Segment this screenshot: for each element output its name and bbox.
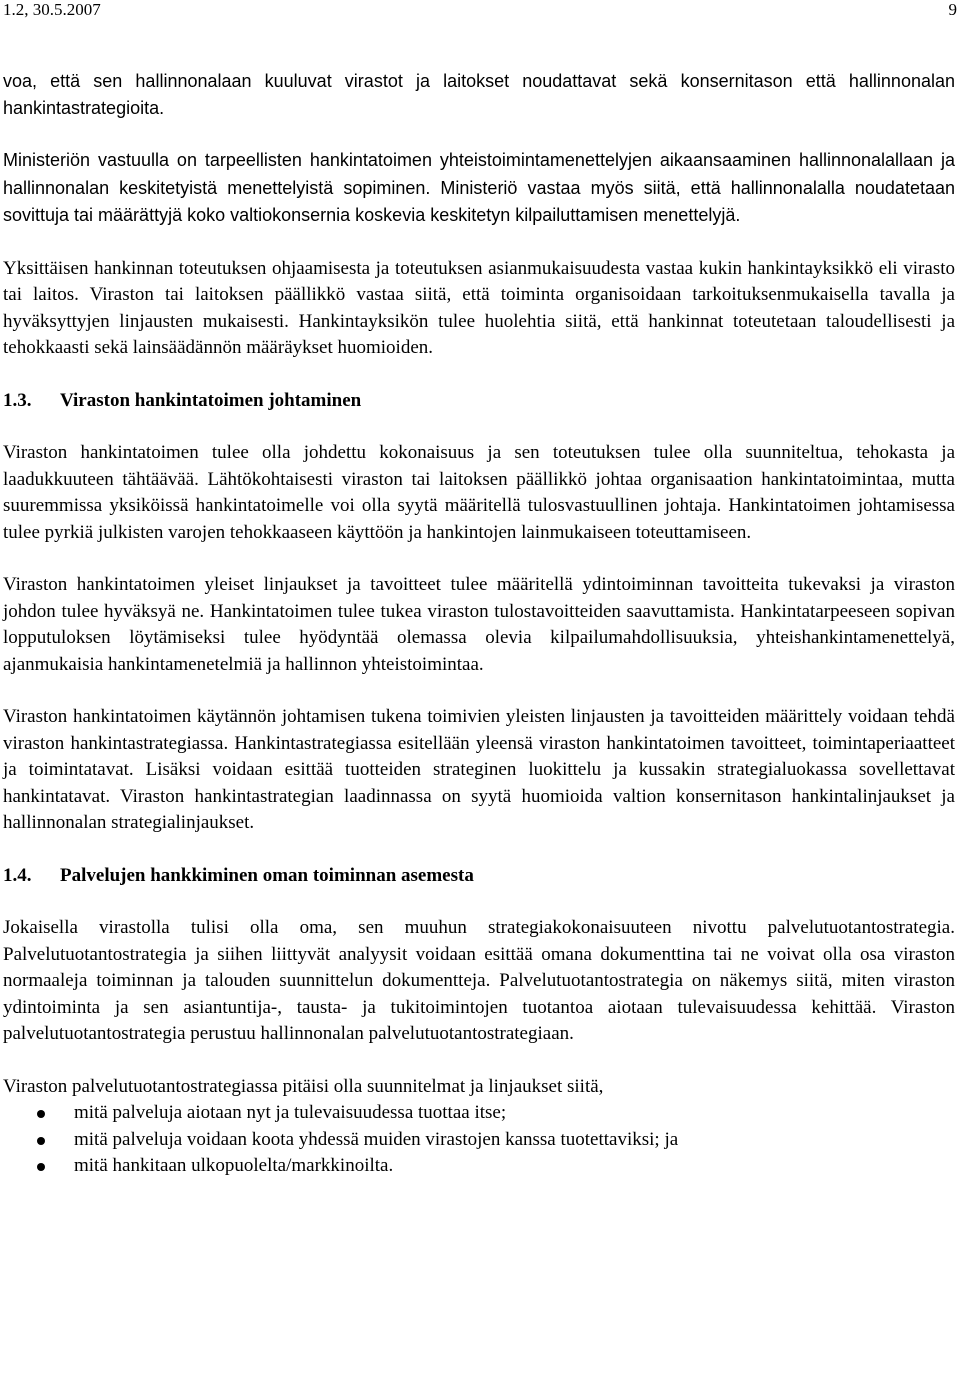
paragraph-7: Jokaisella virastolla tulisi olla oma, sen muuhun strategiakokonaisuuteen nivottu palvelutuotantostrategia. Palvelutuotantostrategia ja siihen liittyvät analyysit voidaan esittää omana dokumenttina tai ne voivat olla osa viraston normaaleja toiminnan ja talouden suunnittelun dokumentteja. Palvelutuotantostrategia on näkemys siitä, miten viraston ydintoiminta ja sen asiantuntija-, tausta- ja tukitoimintojen tuotantoa aiotaan tulevaisuudessa kehittää. Viraston palvelutuotantostrategia perustuu hallinnonalan palvelutuotantostrategiaan. [3,917,955,1044]
list-item [3,1100,955,1127]
paragraph-6: Viraston hankintatoimen käytännön johtamisen tukena toimivien yleisten linjausten ja tavoitteiden määrittely voidaan tehdä viraston hankintastrategiassa. Hankintastrategiassa esitellään yleensä viraston hankintatoimen tavoitteet, toimintaperiaatteet ja toimintatavat. Lisäksi voidaan esittää tuotteiden strateginen luokittelu ja kussakin strategialuokassa sovellettavat hankintatavat. Viraston hankintastrategian laadinnassa on syytä huomioida valtion konsernitason hankintalinjaukset ja hallinnonalan strategialinjaukset. [3,706,955,833]
paragraph-2-rest: Ministeriö vastaa myös siitä, että hallinnonalalla noudatetaan sovittuja tai määrättyjä koko valtiokonsernia koskevia keskitetyn kilpailuttamisen menettelyjä. [3,177,955,225]
paragraph-4: Viraston hankintatoimen tulee olla johdettu kokonaisuus ja sen toteutuksen tulee olla suunniteltua, tehokasta ja laadukkuuteen tähtäävää. Lähtökohtaisesti viraston tai laitoksen päällikkö johtaa organisaation hankintatoimintaa, mutta suuremmissa yksiköissä hankintatoimelle voi olla syytä määritellä tulosvastuullinen johtaja. Hankintatoimen johtamisessa tulee pyrkiä julkisten varojen tehokkaaseen käyttöön ja hankintojen lainmukaiseen toteuttamiseen. [3,442,955,543]
list-item-text: mitä hankitaan ulkopuolelta/markkinoilta. [74,1155,394,1176]
list-item [3,1153,955,1180]
page-header [3,0,957,24]
list-item-text: mitä palveluja voidaan koota yhdessä muiden virastojen kanssa tuotettaviksi; ja [74,1128,679,1150]
bullet-list [3,1100,955,1180]
section-number: 1.4. [3,864,32,886]
paragraph-3: Yksittäisen hankinnan toteutuksen ohjaamisesta ja toteutuksen asianmukaisuudesta vastaa kukin hankintayksikkö eli virasto tai laitos. Viraston tai laitoksen päällikkö vastaa siitä, että toiminta organisoidaan tarkoituksenmukaisella tavalla ja hyväksyttyjen linjausten mukaisesti. Hankintayksikön tulee huolehtia siitä, että hankinnat toteutetaan taloudellisesti ja tehokkaasti sekä lainsäädännön määräykset huomioiden. [3,257,955,358]
list-item-text: mitä palveluja aiotaan nyt ja tulevaisuudessa tuottaa itse; [74,1102,507,1123]
document-body [3,68,955,1180]
bullet-icon [37,1137,45,1145]
paragraph-5: Viraston hankintatoimen yleiset linjaukset ja tavoitteet tulee määritellä ydintoiminnan tavoitteita tukevaksi ja viraston johdon tulee hyväksyä ne. Hankintatoimen tulee tukea viraston tulostavoitteiden saavuttamista. Hankintatarpeeseen sopivan lopputuloksen löytämiseksi tulee hyödyntää olemassa olevia kilpailumahdollisuuksia, yhteishankintamenettelyä, ajanmukaisia hankintamenetelmiä ja hallinnon yhteistoimintaa. [3,574,955,675]
paragraph-1: voa, että sen hallinnonalaan kuuluvat virastot ja laitokset noudattavat sekä konsernitason että hallinnonalan hankintastrategioita. [3,71,955,118]
paragraph-8: Viraston palvelutuotantostrategiassa pitäisi olla suunnitelmat ja linjaukset siitä, [3,1075,604,1097]
section-title: Viraston hankintatoimen johtaminen [60,389,362,411]
header-page-number: 9 [948,0,957,19]
bullet-icon [37,1110,45,1118]
list-item [3,1127,955,1154]
bullet-icon [37,1163,45,1171]
section-number: 1.3. [3,389,32,411]
paragraph-2-sans-part: Ministeriön vastuulla on tarpeellisten hankintatoimen yhteistoimintamenettelyjen aikaansaaminen hallinnonalallaan ja hallinnonalan keskitetyistä menettelyistä sopiminen. [3,150,955,198]
section-title: Palvelujen hankkiminen oman toiminnan asemesta [60,864,474,886]
section-heading-1-4 [3,863,955,890]
section-heading-1-3 [3,388,955,415]
paragraph-2 [3,147,955,230]
header-version-date: 1.2, 30.5.2007 [3,0,101,19]
